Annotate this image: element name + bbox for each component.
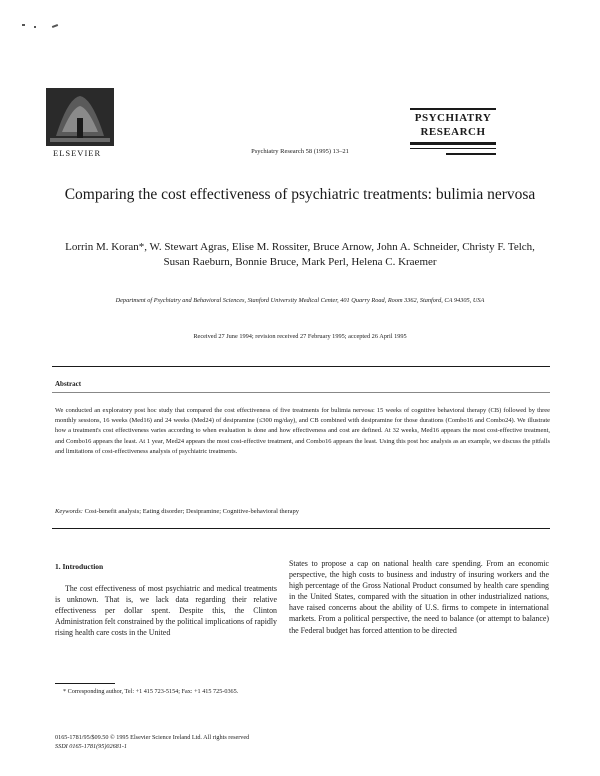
article-title: Comparing the cost effectiveness of psychiatric treatments: bulimia nervosa: [64, 186, 536, 203]
abstract-heading-rule: [52, 392, 550, 393]
keywords-label: Keywords:: [55, 508, 83, 515]
scan-speck: [22, 24, 25, 26]
section-heading: 1. Introduction: [55, 562, 104, 571]
copyright-line: 0165-1781/95/$09.50 © 1995 Elsevier Science Ireland Ltd. All rights reserved: [55, 734, 250, 741]
ssdi-line: SSDI 0165-1781(95)02681-1: [55, 743, 128, 750]
journal-title-line1: PSYCHIATRY: [414, 112, 492, 124]
body-column-right: States to propose a cap on national health care spending. From an economic perspective, the high costs to business and industry of insuring workers and the high percentage of the Gross National Product consumed by health care spending in the United States, compared with the situation in other industrialized nations, have raised concerns about the ability of U.S. firms to compete in international markets. From a political perspective, the need to balance (or attempt to balance) the Federal budget has forced attention to be directed: [289, 559, 549, 635]
author-list: Lorrin M. Koran*, W. Stewart Agras, Elise M. Rossiter, Bruce Arnow, John A. Schneider, Christy F. Telch, Susan Raeburn, Bonnie Bruce, Mark Perl, Helena C. Kraemer: [65, 241, 535, 268]
journal-rule-thick: [410, 142, 496, 145]
journal-rule-thin: [410, 148, 496, 149]
abstract-text: We conducted an exploratory post hoc study that compared the cost effectiveness of five treatments for bulimia nervosa: 15 weeks of cognitive behavioral therapy (CB) followed by three monthly sessions, 16 weeks (Med16) and 24 weeks (Med24) of desipramine (≤300 mg/day), and CB combined with desipramine for those durations (Combo16 and Combo24). We illustrate how a treatment's cost effectiveness varies according to when evaluation is done and how effectiveness and cost are defined. At 32 weeks, Med16 appears the most cost-effective treatment, and Combo16 appears the least. At 1 year, Med24 appears the most cost-effective treatment, and Combo16 appears the least. Using this post hoc analysis as an example, we discuss the pitfalls and limitations of cost-effectiveness analysis of psychiatric treatments.: [55, 407, 550, 455]
elsevier-tree-logo: [46, 88, 114, 146]
scan-speck: [52, 24, 58, 28]
keywords-text: Cost-benefit analysis; Eating disorder; Desipramine; Cognitive-behavioral therapy: [84, 508, 300, 515]
journal-title-line2: RESEARCH: [420, 126, 486, 138]
abstract-heading: Abstract: [55, 380, 82, 388]
abstract-bottom-rule: [52, 528, 550, 529]
scan-speck: [34, 26, 36, 28]
body-column-left: The cost effectiveness of most psychiatric and medical treatments is unknown. That is, we lack data regarding their relative effectiveness per dollar spent. Despite this, the Clinton Administration felt constrained by the political implications of rapidly rising health care costs in the United: [55, 584, 277, 638]
copyright-block: [55, 733, 355, 751]
publisher-name: ELSEVIER: [53, 148, 102, 158]
keywords: [55, 508, 550, 515]
footnote-corresponding-author: * Corresponding author, Tel: +1 415 723-5154; Fax: +1 415 725-0365.: [63, 688, 239, 695]
journal-citation: Psychiatry Research 58 (1995) 13–21: [251, 148, 349, 155]
journal-rule-short: [446, 153, 496, 155]
footnote-rule: [55, 683, 115, 684]
journal-rule-top: [410, 108, 496, 110]
abstract-top-rule: [52, 366, 550, 367]
received-dates: Received 27 June 1994; revision received 27 February 1995; accepted 26 April 1995: [193, 333, 407, 340]
author-affiliation: Department of Psychiatry and Behavioral Sciences, Stanford University Medical Center, 401 Quarry Road, Room 3362, Stanford, CA 94305, USA: [115, 297, 485, 304]
